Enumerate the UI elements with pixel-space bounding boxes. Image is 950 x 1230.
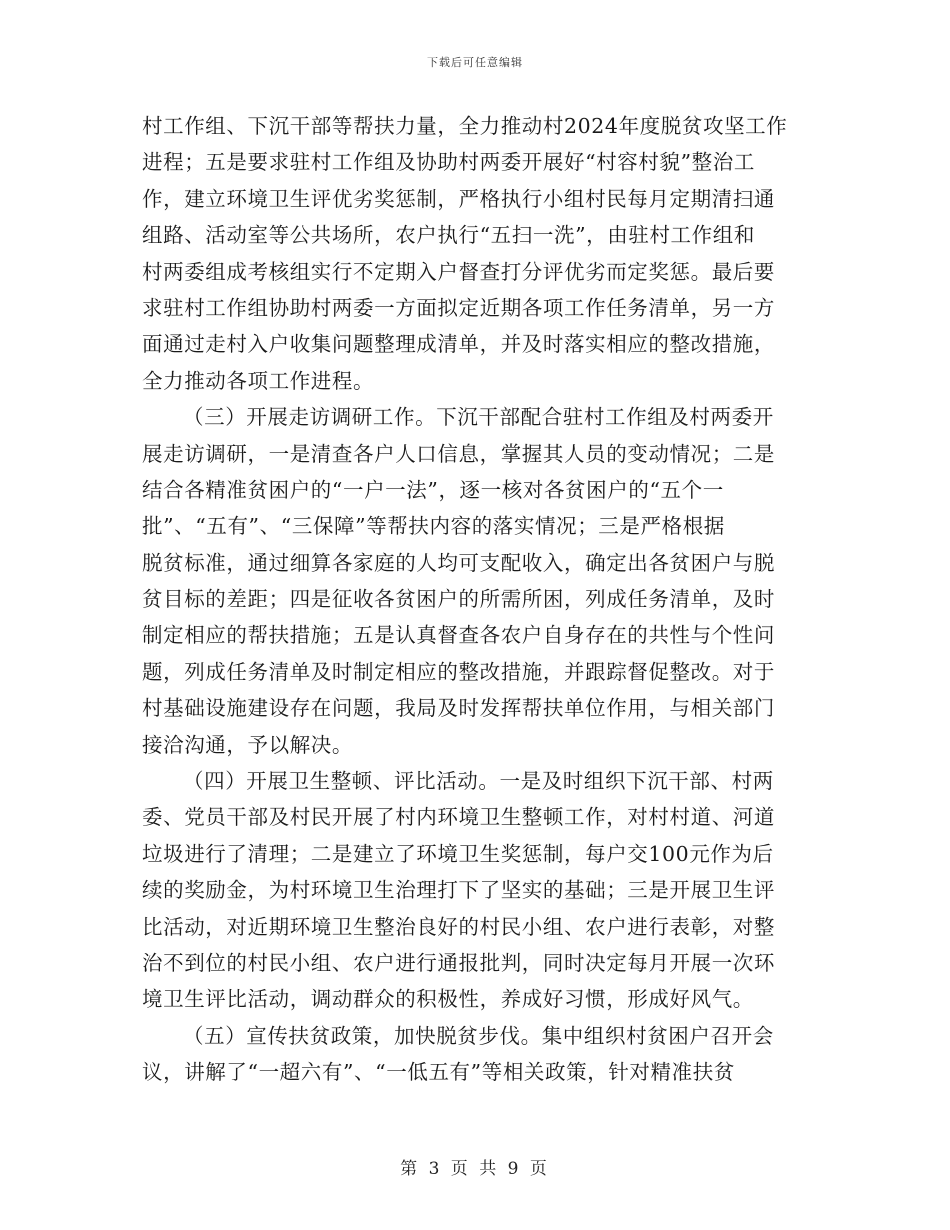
text-line: 组路、活动室等公共场所，农户执行“五扫一洗”，由驻村工作组和 — [142, 223, 755, 248]
text-line: 作，建立环境卫生评优劣奖惩制，严格执行小组村民每月定期清扫通 — [142, 186, 775, 211]
text-line: 题，列成任务清单及时制定相应的整改措施，并跟踪督促整改。对于 — [142, 659, 775, 684]
text-line: 制定相应的帮扶措施；五是认真督查各农户自身存在的共性与个性问 — [142, 623, 775, 648]
text-line: 垃圾进行了清理；二是建立了环境卫生奖惩制，每户交100元作为后 — [142, 841, 774, 866]
text-line: 求驻村工作组协助村两委一方面拟定近期各项工作任务清单，另一方 — [142, 295, 775, 320]
text-line: 结合各精准贫困户的“一户一法”，逐一核对各贫困户的“五个一 — [142, 477, 724, 502]
text-line: （五）宣传扶贫政策，加快脱贫步伐。集中组织村贫困户召开会 — [183, 1023, 774, 1048]
text-line: 村基础设施建设存在问题，我局及时发挥帮扶单位作用，与相关部门 — [142, 696, 775, 721]
text-line: 全力推动各项工作进程。 — [142, 368, 375, 393]
text-line: 进程；五是要求驻村工作组及协助村两委开展好“村容村貌”整治工 — [142, 150, 755, 175]
text-line: 接洽沟通，予以解决。 — [142, 732, 353, 757]
document-body — [142, 108, 804, 1091]
text-line: 展走访调研，一是清查各户人口信息，掌握其人员的变动情况；二是 — [142, 441, 775, 466]
page-header: 下载后可任意编辑 — [427, 56, 523, 69]
text-line: 脱贫标准，通过细算各家庭的人均可支配收入，确定出各贫困户与脱 — [142, 550, 775, 575]
text-line: 议，讲解了“一超六有”、“一低五有”等相关政策，针对精准扶贫 — [142, 1060, 735, 1085]
text-line: 境卫生评比活动，调动群众的积极性，养成好习惯，形成好风气。 — [142, 987, 754, 1012]
text-line: 批”、“五有”、“三保障”等帮扶内容的落实情况；三是严格根据 — [142, 514, 725, 539]
text-line: 治不到位的村民小组、农户进行通报批判，同时决定每月开展一次环 — [142, 950, 775, 975]
text-line: 村工作组、下沉干部等帮扶力量，全力推动村2024年度脱贫攻坚工作 — [142, 114, 788, 138]
text-line: 委、党员干部及村民开展了村内环境卫生整顿工作，对村村道、河道 — [142, 805, 775, 830]
body-text — [142, 108, 804, 1091]
text-line: 贫目标的差距；四是征收各贫困户的所需所困，列成任务清单，及时 — [142, 587, 775, 612]
text-line: 面通过走村入户收集问题整理成清单，并及时落实相应的整改措施， — [142, 332, 775, 357]
text-line: 村两委组成考核组实行不定期入户督查打分评优劣而定奖惩。最后要 — [142, 259, 775, 284]
text-line: （三）开展走访调研工作。下沉干部配合驻村工作组及村两委开 — [183, 405, 774, 430]
text-line: 续的奖励金，为村环境卫生治理打下了坚实的基础；三是开展卫生评 — [142, 878, 775, 903]
page-number-footer: 第 3 页 共 9 页 — [400, 1159, 550, 1179]
text-line: 比活动，对近期环境卫生整治良好的村民小组、农户进行表彰，对整 — [142, 914, 775, 939]
text-line: （四）开展卫生整顿、评比活动。一是及时组织下沉干部、村两 — [183, 769, 774, 794]
